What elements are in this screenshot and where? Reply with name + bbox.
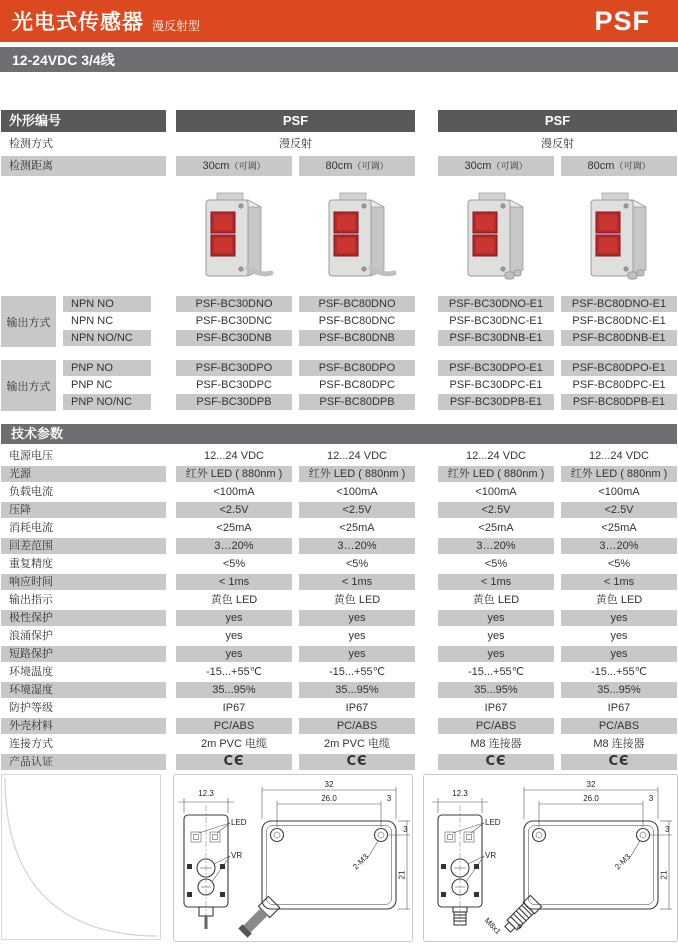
param-value: < 1ms bbox=[438, 574, 554, 590]
output-mode-label: 输出方式 bbox=[1, 296, 56, 347]
param-value: IP67 bbox=[607, 702, 631, 714]
param-value: IP67 bbox=[222, 702, 246, 714]
series-code: PSF bbox=[594, 5, 650, 36]
model-number: PSF-BC80DNC bbox=[318, 315, 396, 327]
product-photo-cell bbox=[299, 186, 415, 286]
param-value: 12...24 VDC bbox=[204, 450, 264, 462]
led-label: LED bbox=[485, 818, 501, 827]
model-number: PSF-BC80DPC-E1 bbox=[572, 379, 666, 391]
product-photos-row bbox=[1, 180, 677, 292]
param-row bbox=[1, 700, 677, 716]
param-value: <2.5V bbox=[299, 502, 415, 518]
param-value: < 1ms bbox=[299, 574, 415, 590]
shape-code-label: 外形编号 bbox=[1, 110, 166, 132]
param-value: <25mA bbox=[601, 522, 637, 534]
dim-total-width: 32 bbox=[324, 780, 334, 789]
sensor-photo-cable-icon bbox=[314, 186, 400, 286]
param-value: 35...95% bbox=[438, 682, 554, 698]
param-label: 短路保护 bbox=[1, 646, 166, 662]
dim-front-width: 12.3 bbox=[452, 789, 468, 798]
param-value: <5% bbox=[607, 558, 631, 570]
holes-label: 2-M3 bbox=[351, 852, 371, 872]
vr-label: VR bbox=[231, 851, 243, 860]
param-row bbox=[1, 646, 677, 662]
param-row bbox=[1, 574, 677, 590]
param-value: < 1ms bbox=[176, 574, 292, 590]
model-number: PSF-BC80DNC-E1 bbox=[572, 315, 666, 327]
output-type: NPN NC bbox=[71, 315, 114, 327]
param-value: 黄色 LED bbox=[333, 594, 381, 606]
page-subtitle: 漫反射型 bbox=[152, 18, 201, 33]
model-number: PSF-BC80DPB bbox=[299, 394, 415, 410]
output-row bbox=[56, 360, 677, 376]
param-value: 35...95% bbox=[299, 682, 415, 698]
model-number: PSF-BC80DNB bbox=[299, 330, 415, 346]
product-photo-cell bbox=[176, 186, 292, 286]
param-row bbox=[1, 628, 677, 644]
detection-mode-value: 漫反射 bbox=[541, 138, 574, 150]
dimension-drawing-cable bbox=[173, 774, 413, 942]
param-label: 光源 bbox=[1, 466, 166, 482]
model-number: PSF-BC30DPC-E1 bbox=[449, 379, 543, 391]
param-value: 3…20% bbox=[438, 538, 554, 554]
param-value: <100mA bbox=[475, 486, 517, 498]
output-type: PNP NO/NC bbox=[63, 394, 151, 410]
param-value: yes bbox=[225, 630, 243, 642]
model-number: PSF-BC80DNB-E1 bbox=[561, 330, 677, 346]
model-number: PSF-BC80DPO bbox=[299, 360, 415, 376]
param-value: <2.5V bbox=[561, 502, 677, 518]
voltage-label: 12-24VDC 3/4线 bbox=[12, 51, 115, 68]
param-value: yes bbox=[610, 630, 628, 642]
output-rows bbox=[56, 360, 677, 411]
param-row-certification bbox=[1, 754, 677, 770]
param-value: 2m PVC 电缆 bbox=[323, 738, 390, 750]
connector-version-drawing-icon bbox=[424, 775, 677, 939]
param-value: yes bbox=[299, 646, 415, 662]
param-value: yes bbox=[438, 610, 554, 626]
param-value: 红外 LED ( 880nm ) bbox=[561, 466, 677, 482]
param-value: M8 连接器 bbox=[593, 738, 645, 750]
param-value: <100mA bbox=[213, 486, 255, 498]
param-value: 12...24 VDC bbox=[327, 450, 387, 462]
sensor-photo-cable-icon bbox=[191, 186, 277, 286]
output-row bbox=[56, 296, 677, 312]
detection-mode-label: 检测方式 bbox=[9, 138, 53, 150]
param-value: IP67 bbox=[345, 702, 369, 714]
param-label: 环境温度 bbox=[9, 666, 53, 678]
output-type: NPN NO/NC bbox=[63, 330, 151, 346]
output-table-npn bbox=[1, 296, 677, 347]
param-row bbox=[1, 448, 677, 464]
param-value: <5% bbox=[484, 558, 508, 570]
param-value: 红外 LED ( 880nm ) bbox=[438, 466, 554, 482]
param-row bbox=[1, 610, 677, 626]
dim-side-height: 21 bbox=[397, 870, 407, 880]
param-row bbox=[1, 556, 677, 572]
model-number: PSF-BC30DNB bbox=[176, 330, 292, 346]
dim-top-right-offset: 3 bbox=[386, 794, 392, 803]
model-number: PSF-BC30DPC bbox=[196, 379, 272, 391]
param-row bbox=[1, 520, 677, 536]
dim-side-top-offset: 3 bbox=[403, 825, 408, 834]
param-label: 压降 bbox=[1, 502, 166, 518]
model-number: PSF-BC80DNO-E1 bbox=[561, 296, 677, 312]
connector-length-label: 9 bbox=[514, 922, 525, 932]
param-row bbox=[1, 736, 677, 752]
model-number: PSF-BC30DNO-E1 bbox=[438, 296, 554, 312]
param-value: yes bbox=[438, 646, 554, 662]
ce-mark: CЄ bbox=[438, 754, 554, 770]
dim-side-top-offset: 3 bbox=[665, 825, 670, 834]
param-value: yes bbox=[561, 610, 677, 626]
param-value: 2m PVC 电缆 bbox=[200, 738, 267, 750]
param-row bbox=[1, 718, 677, 734]
content bbox=[0, 110, 678, 942]
param-value: 3…20% bbox=[299, 538, 415, 554]
sensor-photo-connector-icon bbox=[453, 186, 539, 286]
output-type: NPN NO bbox=[63, 296, 151, 312]
dim-inner-width: 26.0 bbox=[321, 794, 337, 803]
dim-front-width: 12.3 bbox=[198, 789, 214, 798]
param-label: 电源电压 bbox=[9, 450, 53, 462]
group-header-psf-2: PSF bbox=[438, 110, 677, 132]
sensor-photo-connector-icon bbox=[576, 186, 662, 286]
product-photo-cell bbox=[561, 186, 677, 286]
model-number: PSF-BC80DNO bbox=[299, 296, 415, 312]
param-value: yes bbox=[487, 630, 505, 642]
param-value: 红外 LED ( 880nm ) bbox=[176, 466, 292, 482]
detection-distance-row bbox=[1, 156, 677, 176]
param-value: 12...24 VDC bbox=[466, 450, 526, 462]
detection-mode-row bbox=[1, 134, 677, 154]
page-header bbox=[0, 0, 678, 42]
corner-curve-icon bbox=[2, 775, 160, 939]
param-value: yes bbox=[299, 610, 415, 626]
output-table-pnp bbox=[1, 360, 677, 411]
param-value: yes bbox=[176, 646, 292, 662]
detection-distance-label: 检测距离 bbox=[1, 156, 166, 176]
dim-inner-width: 26.0 bbox=[583, 794, 599, 803]
param-row bbox=[1, 592, 677, 608]
param-label: 负载电流 bbox=[9, 486, 53, 498]
model-number: PSF-BC30DNB-E1 bbox=[438, 330, 554, 346]
param-value: <25mA bbox=[339, 522, 375, 534]
model-number: PSF-BC30DNC bbox=[195, 315, 273, 327]
param-label: 外壳材料 bbox=[1, 718, 166, 734]
param-value: 35...95% bbox=[561, 682, 677, 698]
param-value: 黄色 LED bbox=[210, 594, 258, 606]
model-number: PSF-BC80DPC bbox=[319, 379, 395, 391]
param-value: -15...+55℃ bbox=[205, 666, 263, 678]
param-value: <100mA bbox=[336, 486, 378, 498]
section-header-tech-params bbox=[1, 424, 677, 444]
connector-thread-label: M8x1 bbox=[482, 916, 503, 937]
led-label: LED bbox=[231, 818, 247, 827]
param-value: PC/ABS bbox=[176, 718, 292, 734]
param-value: 3…20% bbox=[176, 538, 292, 554]
param-label: 消耗电流 bbox=[9, 522, 53, 534]
param-value: 黄色 LED bbox=[472, 594, 520, 606]
param-row bbox=[1, 538, 677, 554]
voltage-bar bbox=[0, 47, 678, 72]
param-label: 输出指示 bbox=[9, 594, 53, 606]
product-photo-cell bbox=[438, 186, 554, 286]
decorative-corner-box bbox=[1, 774, 161, 940]
param-value: PC/ABS bbox=[438, 718, 554, 734]
dimension-drawings-row bbox=[1, 774, 677, 942]
param-value: 3…20% bbox=[561, 538, 677, 554]
param-value: yes bbox=[176, 610, 292, 626]
param-value: <100mA bbox=[598, 486, 640, 498]
param-label: 环境湿度 bbox=[1, 682, 166, 698]
detection-mode-value: 漫反射 bbox=[279, 138, 312, 150]
vr-label: VR bbox=[485, 851, 497, 860]
param-value: yes bbox=[561, 646, 677, 662]
param-value: < 1ms bbox=[561, 574, 677, 590]
param-value: M8 连接器 bbox=[470, 738, 522, 750]
output-row bbox=[56, 394, 677, 410]
output-row bbox=[56, 313, 677, 329]
model-number: PSF-BC30DPB bbox=[176, 394, 292, 410]
param-label: 响应时间 bbox=[1, 574, 166, 590]
param-value: PC/ABS bbox=[299, 718, 415, 734]
output-type: PNP NC bbox=[71, 379, 113, 391]
model-number: PSF-BC80DPO-E1 bbox=[561, 360, 677, 376]
param-value: 黄色 LED bbox=[595, 594, 643, 606]
param-row bbox=[1, 664, 677, 680]
param-value: IP67 bbox=[484, 702, 508, 714]
output-mode-label: 输出方式 bbox=[1, 360, 56, 411]
distance-cell: 30cm（可调） bbox=[438, 156, 554, 176]
param-value: <5% bbox=[345, 558, 369, 570]
param-label: 防护等级 bbox=[9, 702, 53, 714]
param-value: -15...+55℃ bbox=[590, 666, 648, 678]
param-label: 重复精度 bbox=[9, 558, 53, 570]
param-label: 产品认证 bbox=[1, 754, 166, 770]
dim-side-height: 21 bbox=[659, 870, 669, 880]
ce-mark: CЄ bbox=[176, 754, 292, 770]
model-number: PSF-BC80DPB-E1 bbox=[561, 394, 677, 410]
output-row bbox=[56, 330, 677, 346]
dimension-drawing-connector bbox=[423, 774, 678, 942]
distance-cell: 80cm（可调） bbox=[561, 156, 677, 176]
param-value: 红外 LED ( 880nm ) bbox=[299, 466, 415, 482]
table-header-row bbox=[1, 110, 677, 132]
param-value: <2.5V bbox=[176, 502, 292, 518]
model-number: PSF-BC30DNO bbox=[176, 296, 292, 312]
model-number: PSF-BC30DPO-E1 bbox=[438, 360, 554, 376]
param-label: 浪涌保护 bbox=[9, 630, 53, 642]
param-row bbox=[1, 502, 677, 518]
param-row bbox=[1, 682, 677, 698]
param-value: -15...+55℃ bbox=[328, 666, 386, 678]
param-value: <25mA bbox=[216, 522, 252, 534]
param-label: 回差范围 bbox=[1, 538, 166, 554]
param-value: <5% bbox=[222, 558, 246, 570]
param-value: -15...+55℃ bbox=[467, 666, 525, 678]
model-number: PSF-BC30DPB-E1 bbox=[438, 394, 554, 410]
param-value: <2.5V bbox=[438, 502, 554, 518]
param-row bbox=[1, 466, 677, 482]
output-rows bbox=[56, 296, 677, 347]
dim-top-right-offset: 3 bbox=[648, 794, 654, 803]
param-label: 连接方式 bbox=[9, 738, 53, 750]
output-type: PNP NO bbox=[63, 360, 151, 376]
param-row bbox=[1, 484, 677, 500]
param-label: 极性保护 bbox=[1, 610, 166, 626]
model-number: PSF-BC30DPO bbox=[176, 360, 292, 376]
holes-label: 2-M3 bbox=[613, 852, 633, 872]
param-value: PC/ABS bbox=[561, 718, 677, 734]
cable-version-drawing-icon bbox=[174, 775, 412, 939]
ce-mark: CЄ bbox=[299, 754, 415, 770]
param-value: 35...95% bbox=[176, 682, 292, 698]
param-value: yes bbox=[348, 630, 366, 642]
model-number: PSF-BC30DNC-E1 bbox=[449, 315, 543, 327]
group-header-psf-1: PSF bbox=[176, 110, 415, 132]
page-title: 光电式传感器 bbox=[12, 11, 144, 34]
param-value: 12...24 VDC bbox=[589, 450, 649, 462]
dim-total-width: 32 bbox=[586, 780, 596, 789]
distance-cell: 80cm（可调） bbox=[299, 156, 415, 176]
distance-cell: 30cm（可调） bbox=[176, 156, 292, 176]
output-row bbox=[56, 377, 677, 393]
section-title: 技术参数 bbox=[11, 426, 64, 441]
ce-mark: CЄ bbox=[561, 754, 677, 770]
param-value: <25mA bbox=[478, 522, 514, 534]
